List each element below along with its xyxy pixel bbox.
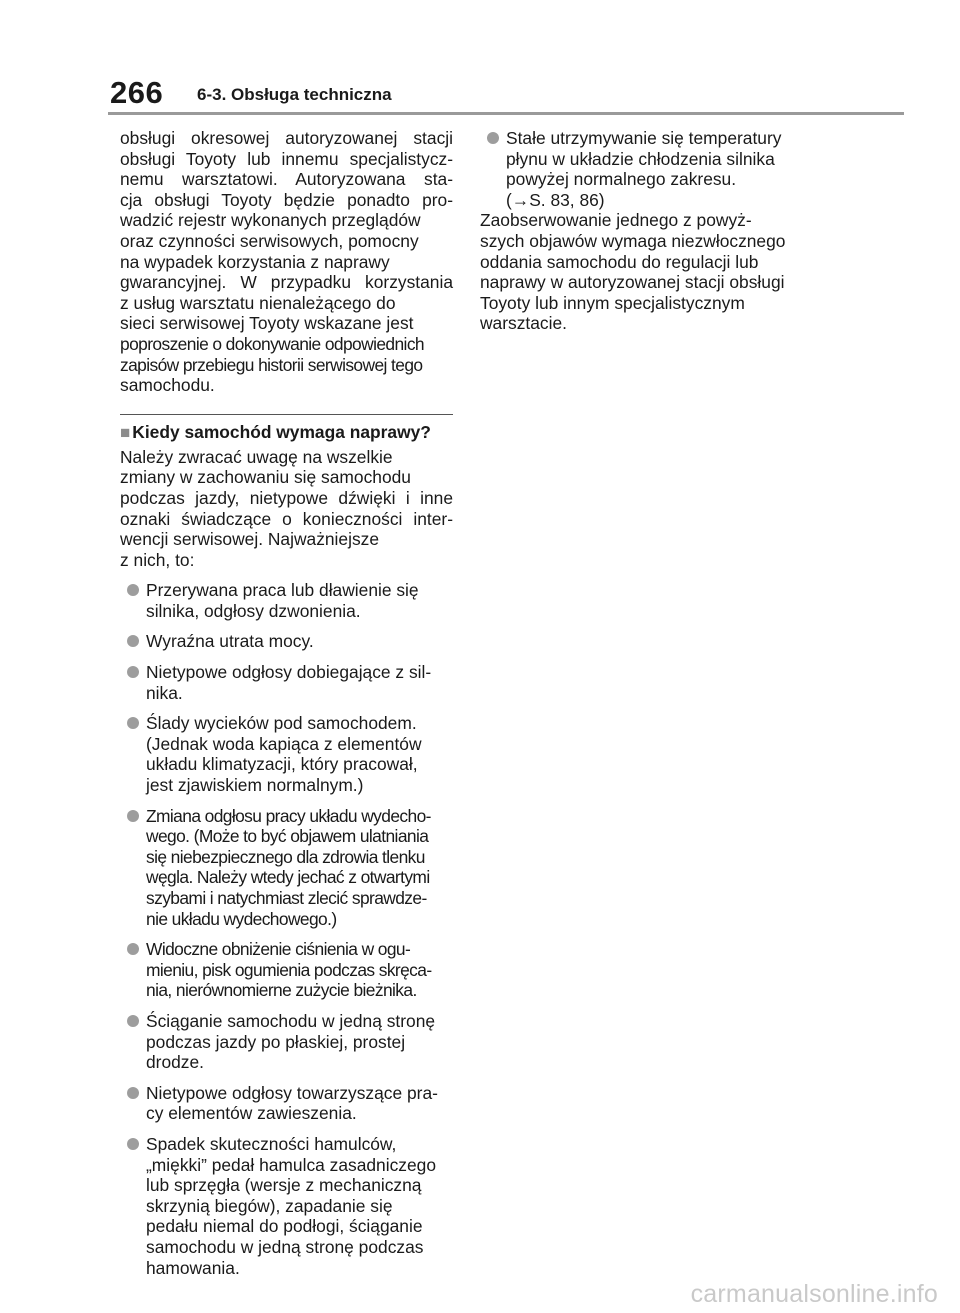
text-line: Wyraźna utrata mocy. — [146, 631, 314, 652]
text-line: podczas jazdy, nietypowe dźwięki i inne — [120, 487, 453, 508]
summary-paragraph — [480, 210, 810, 334]
text-line: Stałe utrzymywanie się temperatury — [506, 128, 782, 148]
section-title: 6-3. Obsługa techniczna — [197, 85, 392, 104]
text-line: obsługi okresowej autoryzowanej stacji — [120, 128, 453, 148]
text-line: Nietypowe odgłosy towarzyszące pra- — [146, 1082, 438, 1103]
intro-paragraph — [120, 128, 453, 396]
text-line: Nietypowe odgłosy dobiegające z sil- — [146, 662, 432, 683]
watermark: carmanualsonline.info — [690, 1280, 938, 1308]
bullet-dot-icon — [127, 717, 139, 729]
text-line: płynu w układzie chłodzenia silnika — [506, 148, 775, 169]
text-line: poproszenie o dokonywanie odpowiednich — [120, 333, 424, 354]
ref-text: S. 83, 86) — [529, 189, 605, 210]
text-line: Ślady wycieków pod samochodem. — [146, 713, 417, 734]
ref-open-paren: ( — [506, 189, 512, 210]
text-line: cy elementów zawieszenia. — [146, 1103, 357, 1124]
subheading-divider — [120, 414, 453, 415]
text-line: Toyoty lub innym specjalistycznym — [480, 292, 745, 313]
left-column — [120, 128, 453, 1278]
list-item — [120, 1134, 453, 1278]
text-line: Spadek skuteczności hamulców, — [146, 1133, 397, 1154]
text-line: się niebezpiecznego dla zdrowia tlenku — [146, 846, 425, 867]
bullet-dot-icon — [487, 132, 499, 144]
bullet-dot-icon — [127, 810, 139, 822]
text-line: hamowania. — [146, 1257, 240, 1278]
list-item — [120, 1011, 453, 1073]
list-item — [120, 662, 453, 703]
text-line: nie układu wydechowego.) — [146, 908, 337, 929]
text-line: podczas jazdy po płaskiej, prostej — [146, 1031, 406, 1052]
list-item — [120, 713, 453, 795]
text-line: obsługi Toyoty lub innemu specjalistycz- — [120, 148, 453, 169]
bullet-dot-icon — [127, 666, 139, 678]
repair-paragraph — [120, 447, 453, 571]
text-line: warsztacie. — [480, 313, 567, 334]
text-line: jest zjawiskiem normalnym.) — [146, 775, 364, 796]
right-column — [480, 128, 810, 334]
list-item — [120, 580, 453, 621]
text-line: szych objawów wymaga niezwłocznego — [480, 230, 786, 251]
header-divider — [108, 112, 904, 115]
page-reference[interactable] — [506, 190, 810, 211]
text-line: wencji serwisowej. Najważniejsze — [120, 529, 380, 550]
text-line: wadzić rejestr wykonanych przeglądów — [120, 210, 421, 231]
text-line: „miękki” pedał hamulca zasadniczego — [146, 1154, 436, 1175]
text-line: (Jednak woda kapiąca z elementów — [146, 733, 422, 754]
list-item — [120, 1083, 453, 1124]
list-item — [480, 128, 810, 210]
bullet-dot-icon — [127, 1087, 139, 1099]
text-line: Ściąganie samochodu w jedną stronę — [146, 1010, 436, 1031]
text-line: pedału niemal do podłogi, ściąganie — [146, 1216, 423, 1237]
text-line: Widoczne obniżenie ciśnienia w ogu- — [146, 939, 411, 960]
bullet-dot-icon — [127, 1138, 139, 1150]
text-line: Zmiana odgłosu pracy układu wydecho- — [146, 805, 431, 826]
text-line: oraz czynności serwisowych, pomocny — [120, 230, 419, 251]
subheading-text: Kiedy samochód wymaga naprawy? — [132, 421, 431, 442]
text-line: szybami i natychmiast zlecić sprawdze- — [146, 888, 427, 908]
text-line: cja obsługi Toyoty będzie ponadto pro- — [120, 189, 453, 210]
text-line: oddania samochodu do regulacji lub — [480, 251, 759, 272]
text-line: z nich, to: — [120, 549, 195, 570]
text-line: silnika, odgłosy dzwonienia. — [146, 600, 361, 621]
page-number: 266 — [110, 75, 164, 110]
bullet-dot-icon — [127, 943, 139, 955]
text-line: nia, nierównomierne zużycie bieżnika. — [146, 980, 417, 1001]
text-line: na wypadek korzystania z naprawy — [120, 251, 390, 272]
text-line: z usług warsztatu nienależącego do — [120, 292, 396, 313]
text-line: skrzynią biegów), zapadanie się — [146, 1195, 393, 1216]
bullet-dot-icon — [127, 584, 139, 596]
list-item — [120, 939, 453, 1001]
text-line: Zaobserwowanie jednego z powyż- — [480, 210, 752, 231]
text-line: samochodu w jedną stronę podczas — [146, 1236, 424, 1257]
text-line: gwarancyjnej. W przypadku korzystania — [120, 272, 453, 293]
text-line: Należy zwracać uwagę na wszelkie — [120, 446, 393, 467]
text-line: mieniu, pisk ogumienia podczas skręca- — [146, 959, 432, 980]
arrow-right-icon: → — [511, 189, 530, 210]
text-line: drodze. — [146, 1052, 205, 1073]
list-item — [120, 631, 453, 652]
bullet-dot-icon — [127, 1015, 139, 1027]
text-line: zapisów przebiegu historii serwisowej tego — [120, 354, 423, 375]
subheading — [120, 421, 453, 444]
text-line: węgla. Należy wtedy jechać z otwartymi — [146, 867, 430, 888]
text-line: powyżej normalnego zakresu. — [506, 169, 737, 190]
list-item — [120, 806, 453, 930]
text-line: nemu warsztatowi. Autoryzowana sta- — [120, 169, 453, 190]
text-line: naprawy w autoryzowanej stacji obsługi — [480, 272, 785, 293]
text-line: Przerywana praca lub dławienie się — [146, 580, 419, 601]
text-line: wego. (Może to być objawem ulatniania — [146, 826, 429, 847]
page-header — [0, 0, 960, 118]
text-line: oznaki świadczące o konieczności inter- — [120, 508, 453, 529]
text-line: sieci serwisowej Toyoty wskazane jest — [120, 313, 414, 334]
text-line: samochodu. — [120, 375, 215, 396]
text-line: nika. — [146, 682, 183, 703]
text-line: lub sprzęgła (wersje z mechaniczną — [146, 1175, 422, 1196]
text-line: układu klimatyzacji, który pracował, — [146, 754, 418, 775]
text-line: zmiany w zachowaniu się samochodu — [120, 467, 411, 488]
square-bullet-icon: ■ — [120, 422, 131, 442]
bullet-dot-icon — [127, 635, 139, 647]
